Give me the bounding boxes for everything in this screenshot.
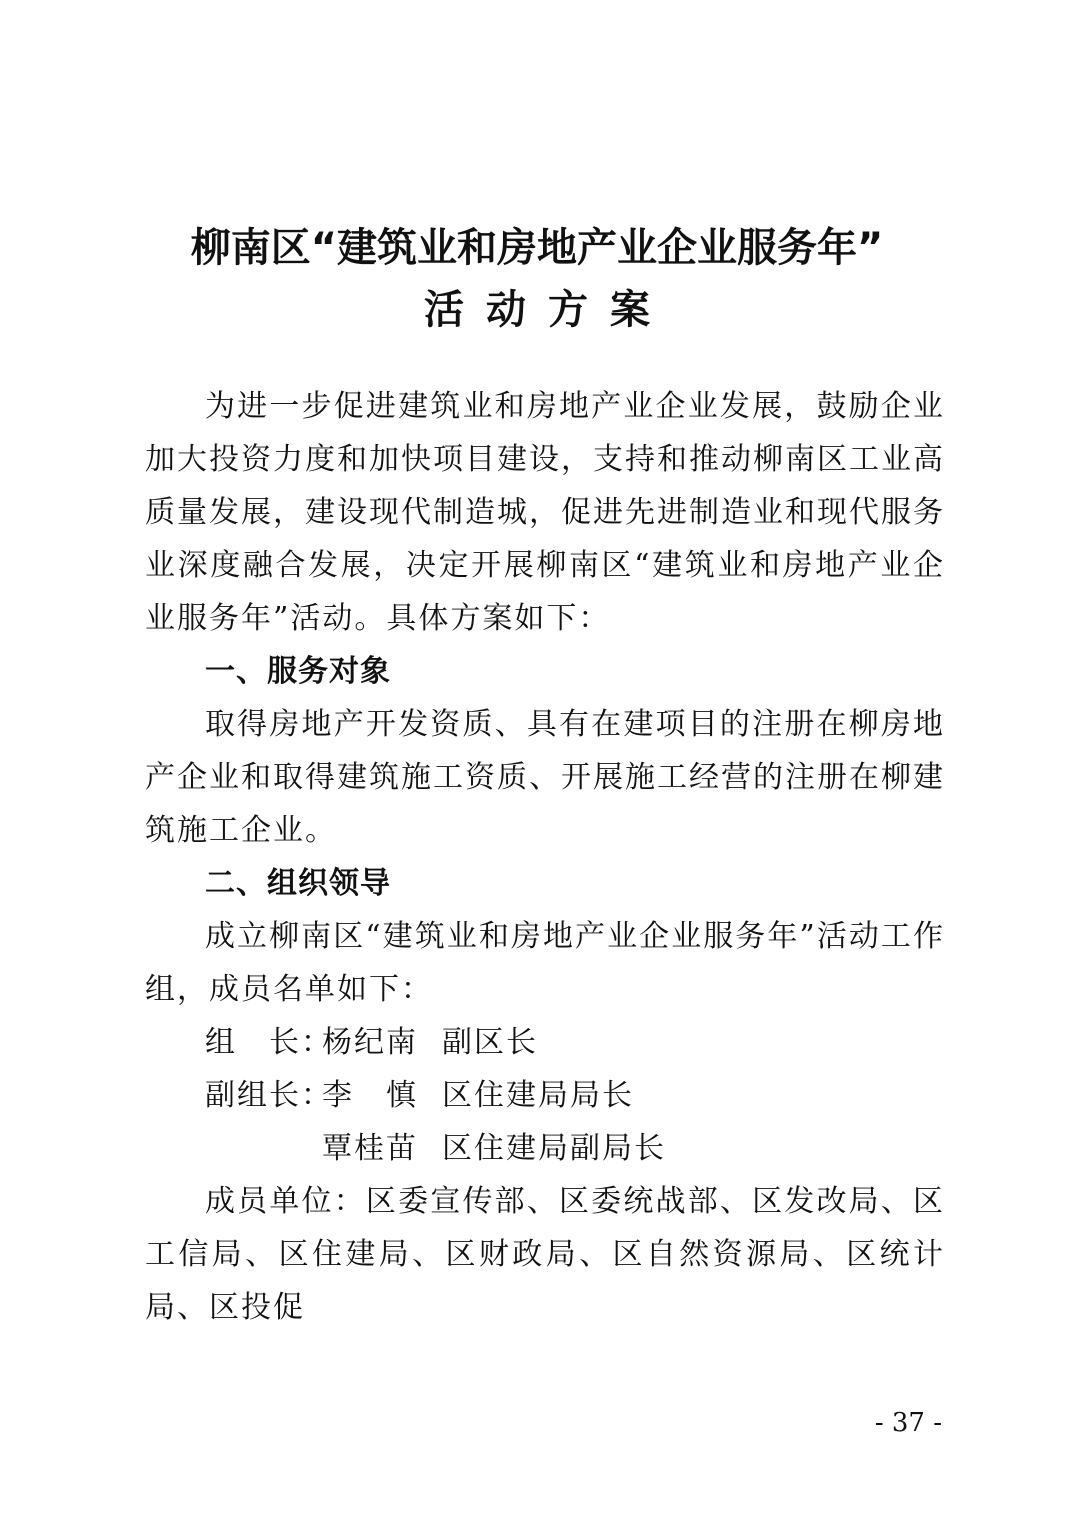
service-targets-paragraph: 取得房地产开发资质、具有在建项目的注册在柳房地产企业和取得建筑施工资质、开展施工经营的注册在柳建筑施工企业。 [145, 707, 945, 848]
member-name: 杨纪南 [322, 1025, 418, 1060]
title-line-2: 活动方案 [424, 287, 672, 333]
section-heading-organization: 二、组织领导 [205, 866, 391, 901]
member-role: 副组长： [205, 1078, 333, 1113]
member-name: 李 慎 [322, 1078, 418, 1113]
section-heading-service-targets: 一、服务对象 [205, 654, 391, 689]
document-body [145, 380, 945, 1334]
member-role: 组 长： [205, 1025, 333, 1060]
member-row-leader [145, 1016, 945, 1069]
member-title: 区住建局副局长 [442, 1131, 666, 1166]
page-number: - 37 - [874, 1408, 942, 1438]
title-line-1: 柳南区“建筑业和房地产业企业服务年” [190, 225, 884, 271]
member-row-deputy-1 [145, 1069, 945, 1122]
document-title [0, 220, 1074, 338]
member-row-deputy-2 [145, 1122, 945, 1175]
member-units-paragraph: 成员单位：区委宣传部、区委统战部、区发改局、区工信局、区住建局、区财政局、区自然资源局、区统计局、区投促 [145, 1184, 945, 1325]
member-name: 覃桂苗 [322, 1131, 418, 1166]
organization-paragraph: 成立柳南区“建筑业和房地产业企业服务年”活动工作组，成员名单如下： [145, 919, 945, 1007]
intro-paragraph: 为进一步促进建筑业和房地产业企业发展，鼓励企业加大投资力度和加快项目建设，支持和推动柳南区工业高质量发展，建设现代制造城，促进先进制造业和现代服务业深度融合发展，决定开展柳南区“建筑业和房地产业企业服务年”活动。具体方案如下： [145, 389, 945, 636]
member-title: 副区长 [442, 1025, 538, 1060]
member-title: 区住建局局长 [442, 1078, 634, 1113]
